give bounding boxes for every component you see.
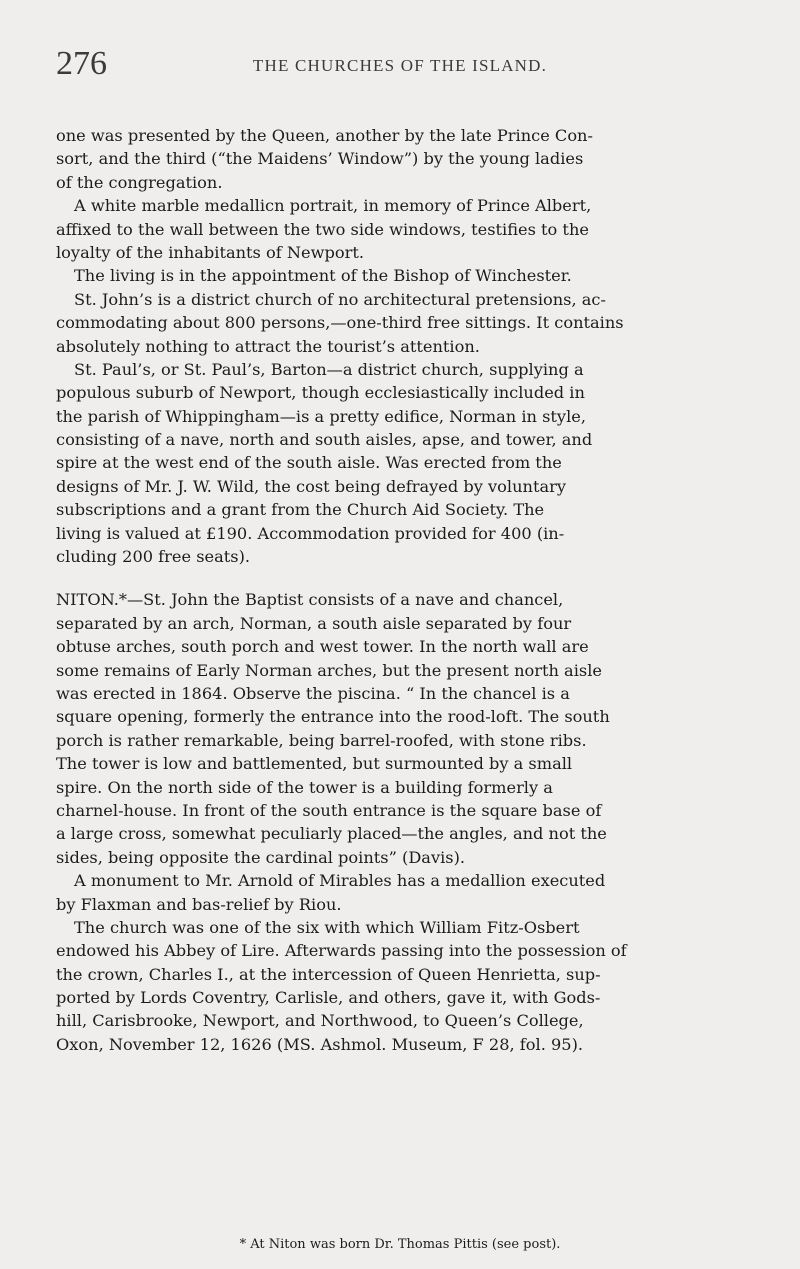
text-line: St. John’s is a district church of no architectural pretensions, ac-	[74, 289, 606, 309]
text-line: porch is rather remarkable, being barrel-roofed, with stone ribs.	[56, 730, 587, 750]
paragraph-gap	[56, 568, 756, 588]
text-line: The living is in the appointment of the Bishop of Winchester.	[74, 266, 572, 286]
text-line: endowed his Abbey of Lire. Afterwards passing into the possession of	[56, 941, 627, 961]
text-line: separated by an arch, Norman, a south aisle separated by four	[56, 613, 572, 633]
text-line: populous suburb of Newport, though ecclesiastically included in	[56, 383, 585, 403]
body-text	[56, 124, 756, 1056]
text-line: The tower is low and battlemented, but surmounted by a small	[56, 754, 573, 774]
text-line: spire at the west end of the south aisle. Was erected from the	[56, 453, 562, 473]
text-line: the parish of Whippingham—is a pretty edifice, Norman in style,	[56, 406, 586, 426]
text-line: A white marble medallicn portrait, in memory of Prince Albert,	[74, 196, 592, 216]
text-line: cluding 200 free seats).	[56, 547, 251, 567]
text-line: absolutely nothing to attract the tourist’s attention.	[56, 336, 480, 356]
text-line: the crown, Charles I., at the intercession of Queen Henrietta, sup-	[56, 964, 601, 984]
page-header	[0, 44, 800, 84]
text-line: by Flaxman and bas-relief by Riou.	[56, 894, 342, 914]
text-line: a large cross, somewhat peculiarly placed—the angles, and not the	[56, 824, 607, 844]
page-number: 276	[56, 45, 107, 82]
text-line: NITON.*—St. John the Baptist consists of a nave and chancel,	[56, 590, 564, 610]
text-line: loyalty of the inhabitants of Newport.	[56, 242, 364, 262]
text-line: charnel-house. In front of the south entrance is the square base of	[56, 800, 602, 820]
running-head: THE CHURCHES OF THE ISLAND.	[252, 56, 548, 75]
text-line: spire. On the north side of the tower is a building formerly a	[56, 777, 553, 797]
text-line: was erected in 1864. Observe the piscina. “ In the chancel is a	[56, 683, 570, 703]
text-line: sort, and the third (“the Maidens’ Window”) by the young ladies	[56, 149, 584, 169]
text-line: The church was one of the six with which William Fitz-Osbert	[74, 917, 580, 937]
text-line: consisting of a nave, north and south aisles, apse, and tower, and	[56, 430, 593, 450]
text-line: sides, being opposite the cardinal points” (Davis).	[56, 847, 466, 867]
text-line: square opening, formerly the entrance into the rood-loft. The south	[56, 707, 610, 727]
text-line: hill, Carisbrooke, Newport, and Northwood, to Queen’s College,	[56, 1011, 584, 1031]
text-line: A monument to Mr. Arnold of Mirables has a medallion executed	[74, 871, 606, 891]
text-line: of the congregation.	[56, 172, 223, 192]
text-line: subscriptions and a grant from the Church Aid Society. The	[56, 500, 545, 520]
footnote: * At Niton was born Dr. Thomas Pittis (see post).	[239, 1237, 561, 1252]
text-line: designs of Mr. J. W. Wild, the cost being defrayed by voluntary	[56, 476, 566, 496]
text-line: commodating about 800 persons,—one-third free sittings. It contains	[56, 313, 624, 333]
text-line: obtuse arches, south porch and west tower. In the north wall are	[56, 637, 589, 657]
text-line: one was presented by the Queen, another by the late Prince Con-	[56, 126, 593, 145]
text-line: living is valued at £190. Accommodation provided for 400 (in-	[56, 523, 565, 543]
text-line: affixed to the wall between the two side windows, testifies to the	[56, 219, 589, 239]
text-line: ported by Lords Coventry, Carlisle, and others, gave it, with Gods-	[56, 988, 601, 1008]
text-line: Oxon, November 12, 1626 (MS. Ashmol. Museum, F 28, fol. 95).	[56, 1034, 584, 1054]
text-line: St. Paul’s, or St. Paul’s, Barton—a district church, supplying a	[74, 359, 584, 379]
text-line: some remains of Early Norman arches, but the present north aisle	[56, 660, 602, 680]
